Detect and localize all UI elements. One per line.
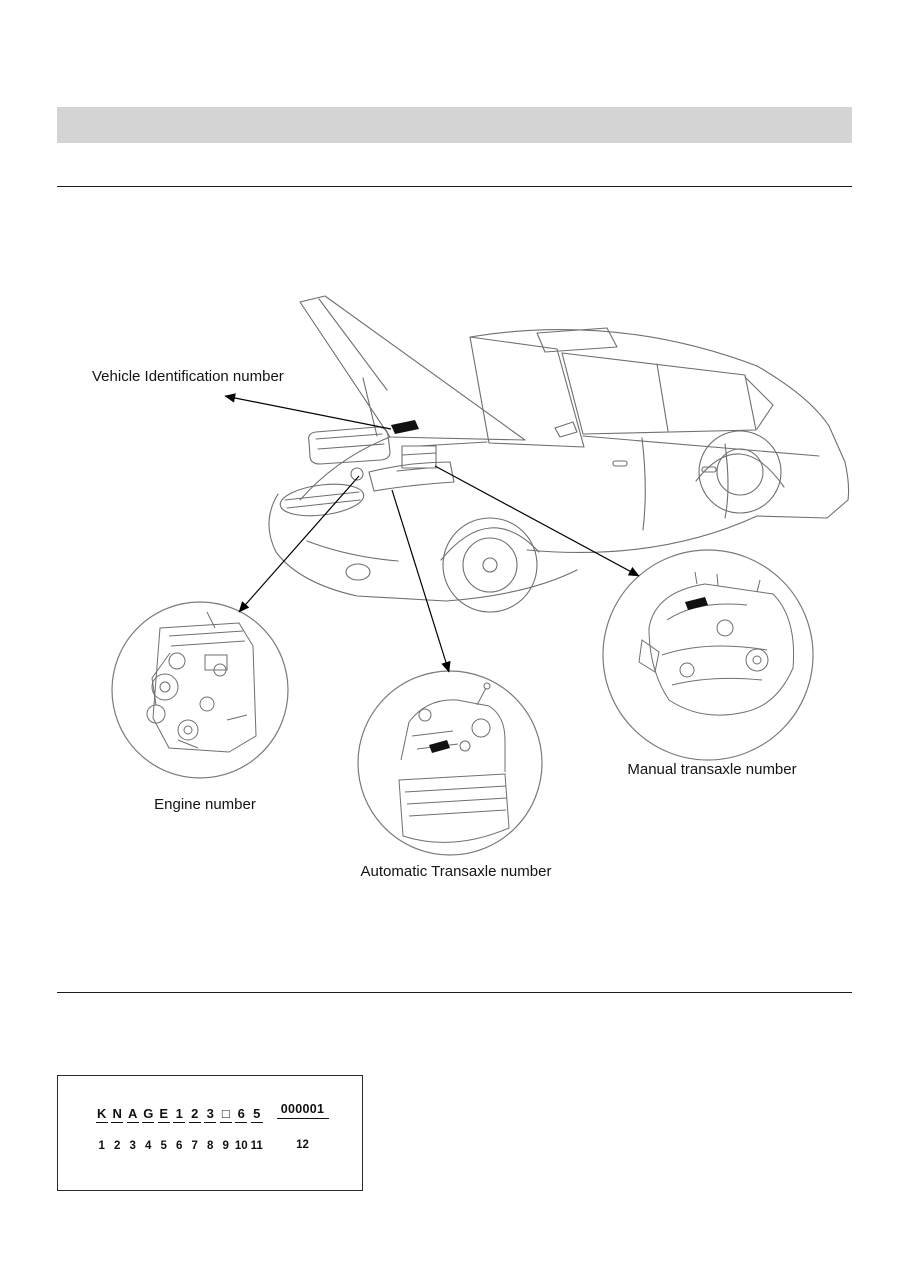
vin-character: E bbox=[159, 1106, 169, 1121]
divider-bottom bbox=[57, 992, 852, 993]
vin-char-cell bbox=[218, 1106, 234, 1153]
vin-position: 7 bbox=[191, 1140, 198, 1152]
vin-position: 8 bbox=[207, 1140, 214, 1152]
vin-char-cell bbox=[172, 1106, 188, 1153]
vin-position: 6 bbox=[176, 1140, 183, 1152]
vin-serial-underline bbox=[277, 1118, 329, 1119]
vin-position: 3 bbox=[129, 1140, 136, 1152]
vin-character: 6 bbox=[237, 1106, 245, 1121]
vin-underline bbox=[235, 1122, 247, 1123]
divider-top bbox=[57, 186, 852, 187]
vin-char-cell bbox=[156, 1106, 172, 1153]
vin-underline bbox=[204, 1122, 216, 1123]
vin-position: 1 bbox=[98, 1140, 105, 1152]
manual-transaxle-detail-circle bbox=[603, 550, 813, 760]
vin-plate-icon bbox=[391, 420, 419, 434]
vin-char-cell bbox=[125, 1106, 141, 1153]
vin-char-cell bbox=[187, 1106, 203, 1153]
engine-detail-circle bbox=[112, 602, 288, 778]
vin-position: 2 bbox=[114, 1140, 121, 1152]
vin-char-cell bbox=[141, 1106, 157, 1153]
vin-position: 10 bbox=[234, 1140, 248, 1152]
vin-breakdown bbox=[94, 1102, 331, 1153]
vin-underline bbox=[189, 1122, 201, 1123]
engine-number-label: Engine number bbox=[154, 796, 256, 813]
vin-character: 3 bbox=[206, 1106, 214, 1121]
vin-character: K bbox=[97, 1106, 107, 1121]
vin-position: 5 bbox=[160, 1140, 167, 1152]
vin-location-label: Vehicle Identification number bbox=[92, 368, 284, 385]
vin-character: 5 bbox=[253, 1106, 261, 1121]
vin-char-cell bbox=[249, 1106, 265, 1153]
vin-serial: 000001 bbox=[280, 1102, 325, 1116]
vin-underline bbox=[173, 1122, 185, 1123]
vin-character: 2 bbox=[191, 1106, 199, 1121]
engine-line-art bbox=[147, 612, 256, 752]
manual-transaxle-line-art bbox=[639, 572, 794, 715]
manual-transaxle-plate-icon bbox=[685, 597, 708, 610]
vin-serial-cell bbox=[275, 1102, 331, 1152]
vin-underline bbox=[142, 1122, 154, 1123]
vin-underline bbox=[127, 1122, 139, 1123]
auto-transaxle-line-art bbox=[399, 683, 509, 842]
vin-char-cell bbox=[110, 1106, 126, 1153]
vin-char-cell bbox=[234, 1106, 250, 1153]
auto-transaxle-plate-icon bbox=[429, 740, 450, 753]
vin-character: G bbox=[143, 1106, 154, 1121]
vin-position: 11 bbox=[250, 1140, 263, 1152]
vin-char-cell bbox=[203, 1106, 219, 1153]
vin-char-cell bbox=[94, 1106, 110, 1153]
auto-transaxle-detail-circle bbox=[358, 671, 542, 855]
vin-underline bbox=[220, 1122, 232, 1123]
vin-character: 1 bbox=[175, 1106, 183, 1121]
vin-underline bbox=[96, 1122, 108, 1123]
vin-underline bbox=[251, 1122, 263, 1123]
vin-underline bbox=[158, 1122, 170, 1123]
vin-position: 4 bbox=[145, 1140, 152, 1152]
section-header-bar bbox=[57, 107, 852, 143]
vin-character: □ bbox=[221, 1106, 230, 1121]
vin-character: A bbox=[128, 1106, 138, 1121]
auto-transaxle-arrow bbox=[392, 490, 449, 672]
vin-character: N bbox=[112, 1106, 122, 1121]
vin-serial-position: 12 bbox=[296, 1139, 309, 1151]
vin-code-box bbox=[57, 1075, 363, 1191]
automatic-transaxle-number-label: Automatic Transaxle number bbox=[360, 863, 552, 880]
vin-position: 9 bbox=[222, 1140, 229, 1152]
manual-transaxle-number-label: Manual transaxle number bbox=[627, 761, 797, 778]
vin-underline bbox=[111, 1122, 123, 1123]
